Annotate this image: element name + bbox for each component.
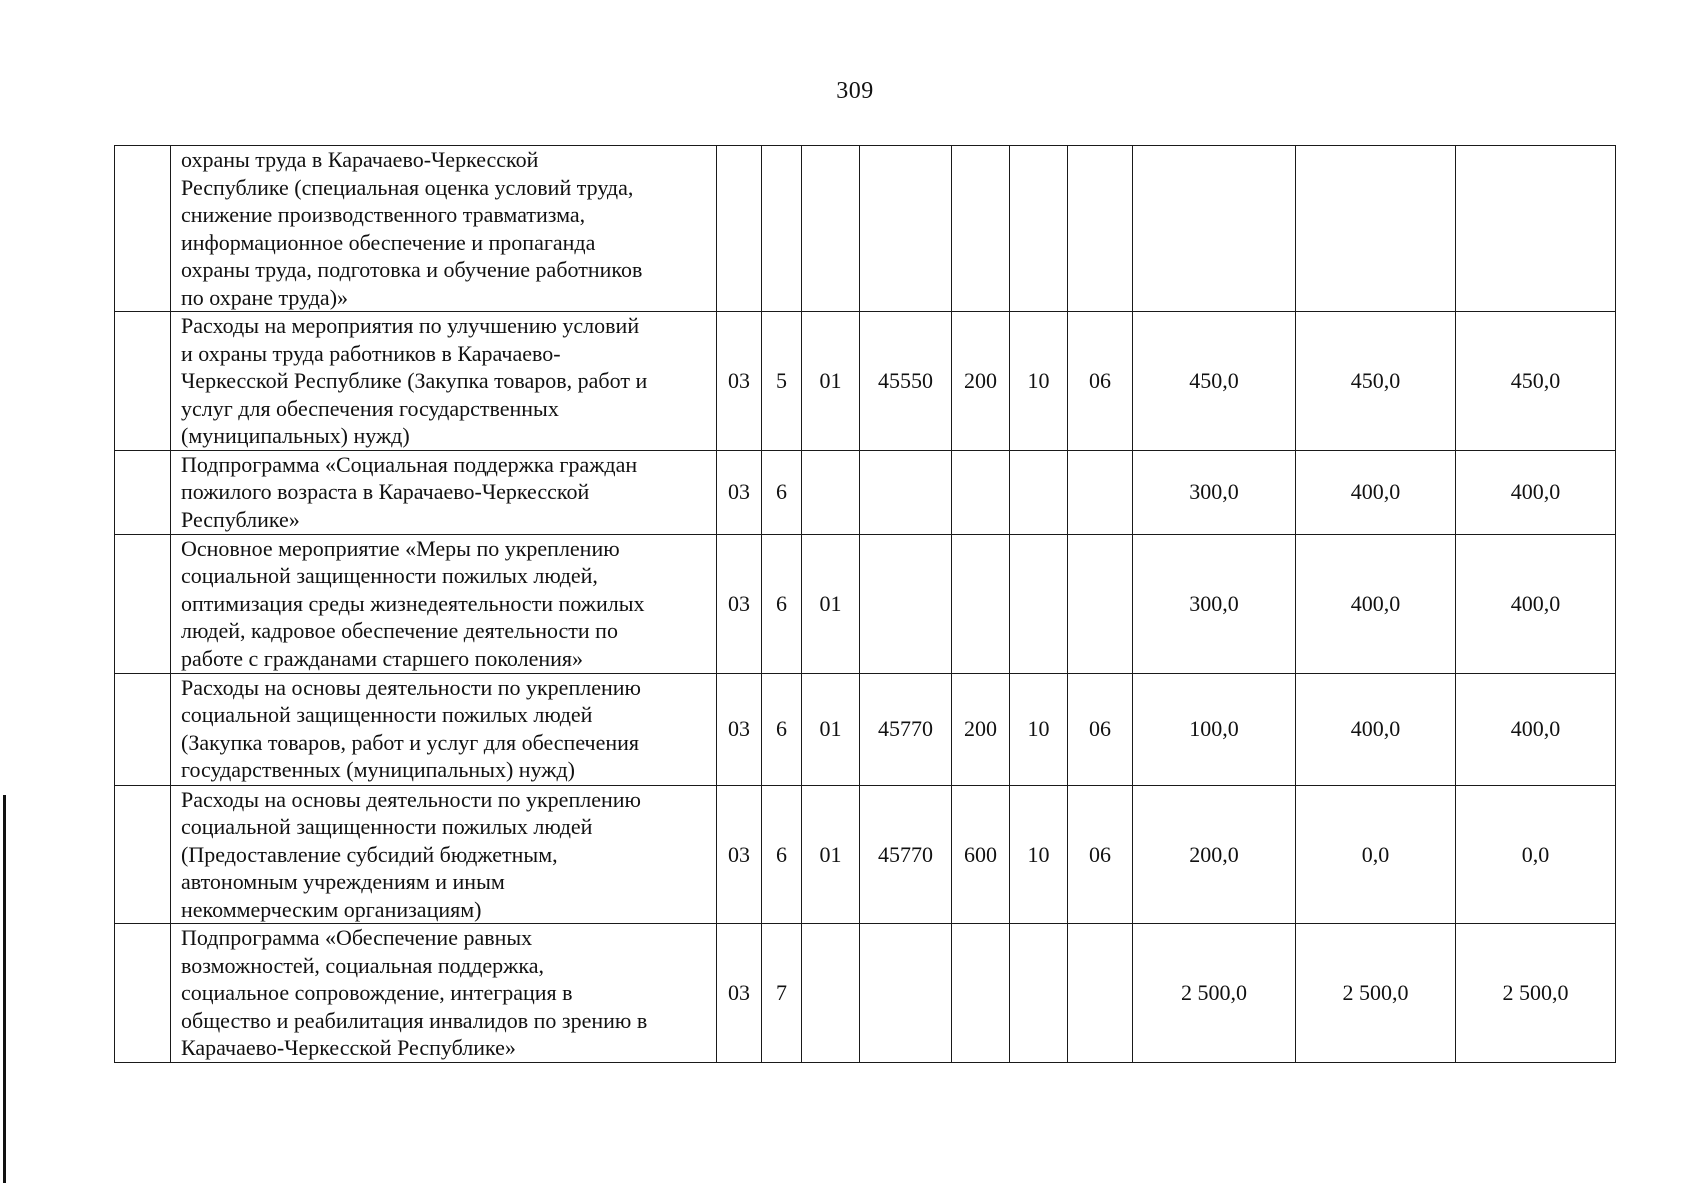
amount-year-3: 400,0: [1456, 450, 1616, 534]
code-cell-3: [802, 450, 860, 534]
amount-year-1: 300,0: [1133, 534, 1296, 673]
amount-year-2: 400,0: [1296, 450, 1456, 534]
code-cell-4: [860, 924, 952, 1063]
binding-edge-line: [3, 795, 6, 1183]
row-number-cell: [115, 146, 171, 312]
code-cell-7: [1068, 146, 1133, 312]
table-row: [115, 673, 1616, 785]
code-cell-5: [952, 450, 1010, 534]
code-cell-2: [762, 146, 802, 312]
code-cell-7: [1068, 450, 1133, 534]
code-cell-1: 03: [717, 785, 762, 924]
code-cell-4: [860, 534, 952, 673]
code-cell-4: 45770: [860, 785, 952, 924]
code-cell-6: [1010, 534, 1068, 673]
code-cell-5: [952, 924, 1010, 1063]
amount-year-1: 300,0: [1133, 450, 1296, 534]
row-number-cell: [115, 924, 171, 1063]
amount-year-1: 450,0: [1133, 312, 1296, 451]
amount-year-2: 400,0: [1296, 673, 1456, 785]
table-row: [115, 534, 1616, 673]
code-cell-5: [952, 534, 1010, 673]
code-cell-5: 600: [952, 785, 1010, 924]
code-cell-6: 10: [1010, 785, 1068, 924]
description-cell: Расходы на основы деятельности по укреплению социальной защищенности пожилых людей (Предоставление субсидий бюджетным, автономным учреждениям и иным некоммерческим организациям): [171, 785, 717, 924]
code-cell-6: 10: [1010, 673, 1068, 785]
description-cell: Основное мероприятие «Меры по укреплению социальной защищенности пожилых людей, оптимизация среды жизнедеятельности пожилых людей, кадровое обеспечение деятельности по работе с гражданами старшего поколения»: [171, 534, 717, 673]
code-cell-6: [1010, 146, 1068, 312]
table-row: [115, 924, 1616, 1063]
code-cell-4: [860, 450, 952, 534]
code-cell-4: 45770: [860, 673, 952, 785]
description-cell: Расходы на мероприятия по улучшению условий и охраны труда работников в Карачаево- Черкесской Республике (Закупка товаров, работ и услуг для обеспечения государственных (муниципальных) нужд): [171, 312, 717, 451]
amount-year-1: 2 500,0: [1133, 924, 1296, 1063]
code-cell-1: 03: [717, 312, 762, 451]
code-cell-2: 6: [762, 534, 802, 673]
amount-year-2: [1296, 146, 1456, 312]
code-cell-7: 06: [1068, 673, 1133, 785]
table-row: [115, 312, 1616, 451]
row-number-cell: [115, 312, 171, 451]
amount-year-3: [1456, 146, 1616, 312]
amount-year-2: 400,0: [1296, 534, 1456, 673]
amount-year-2: 0,0: [1296, 785, 1456, 924]
code-cell-1: 03: [717, 534, 762, 673]
code-cell-2: 6: [762, 785, 802, 924]
amount-year-1: 200,0: [1133, 785, 1296, 924]
code-cell-7: 06: [1068, 312, 1133, 451]
table-row: [115, 785, 1616, 924]
code-cell-4: 45550: [860, 312, 952, 451]
amount-year-3: 0,0: [1456, 785, 1616, 924]
description-cell: Подпрограмма «Социальная поддержка граждан пожилого возраста в Карачаево-Черкесской Республике»: [171, 450, 717, 534]
code-cell-1: 03: [717, 673, 762, 785]
code-cell-2: 6: [762, 673, 802, 785]
row-number-cell: [115, 673, 171, 785]
code-cell-1: 03: [717, 450, 762, 534]
code-cell-5: 200: [952, 673, 1010, 785]
amount-year-2: 2 500,0: [1296, 924, 1456, 1063]
amount-year-3: 400,0: [1456, 534, 1616, 673]
code-cell-5: [952, 146, 1010, 312]
code-cell-3: [802, 924, 860, 1063]
table-row: [115, 146, 1616, 312]
row-number-cell: [115, 785, 171, 924]
code-cell-7: [1068, 534, 1133, 673]
description-cell: охраны труда в Карачаево-Черкесской Республике (специальная оценка условий труда, снижение производственного травматизма, информационное обеспечение и пропаганда охраны труда, подготовка и обучение работников по охране труда)»: [171, 146, 717, 312]
row-number-cell: [115, 534, 171, 673]
code-cell-1: [717, 146, 762, 312]
row-number-cell: [115, 450, 171, 534]
code-cell-3: 01: [802, 785, 860, 924]
code-cell-3: [802, 146, 860, 312]
code-cell-2: 5: [762, 312, 802, 451]
code-cell-1: 03: [717, 924, 762, 1063]
page-number: 309: [836, 78, 874, 104]
amount-year-1: [1133, 146, 1296, 312]
code-cell-2: 6: [762, 450, 802, 534]
amount-year-1: 100,0: [1133, 673, 1296, 785]
code-cell-6: [1010, 924, 1068, 1063]
code-cell-3: 01: [802, 673, 860, 785]
code-cell-3: 01: [802, 534, 860, 673]
amount-year-3: 2 500,0: [1456, 924, 1616, 1063]
code-cell-5: 200: [952, 312, 1010, 451]
code-cell-7: [1068, 924, 1133, 1063]
code-cell-6: [1010, 450, 1068, 534]
code-cell-4: [860, 146, 952, 312]
amount-year-2: 450,0: [1296, 312, 1456, 451]
table-row: [115, 450, 1616, 534]
description-cell: Подпрограмма «Обеспечение равных возможностей, социальная поддержка, социальное сопровождение, интеграция в общество и реабилитация инвалидов по зрению в Карачаево-Черкесской Республике»: [171, 924, 717, 1063]
amount-year-3: 400,0: [1456, 673, 1616, 785]
code-cell-3: 01: [802, 312, 860, 451]
code-cell-7: 06: [1068, 785, 1133, 924]
description-cell: Расходы на основы деятельности по укреплению социальной защищенности пожилых людей (Закупка товаров, работ и услуг для обеспечения государственных (муниципальных) нужд): [171, 673, 717, 785]
code-cell-6: 10: [1010, 312, 1068, 451]
amount-year-3: 450,0: [1456, 312, 1616, 451]
code-cell-2: 7: [762, 924, 802, 1063]
budget-table: [114, 145, 1616, 1063]
